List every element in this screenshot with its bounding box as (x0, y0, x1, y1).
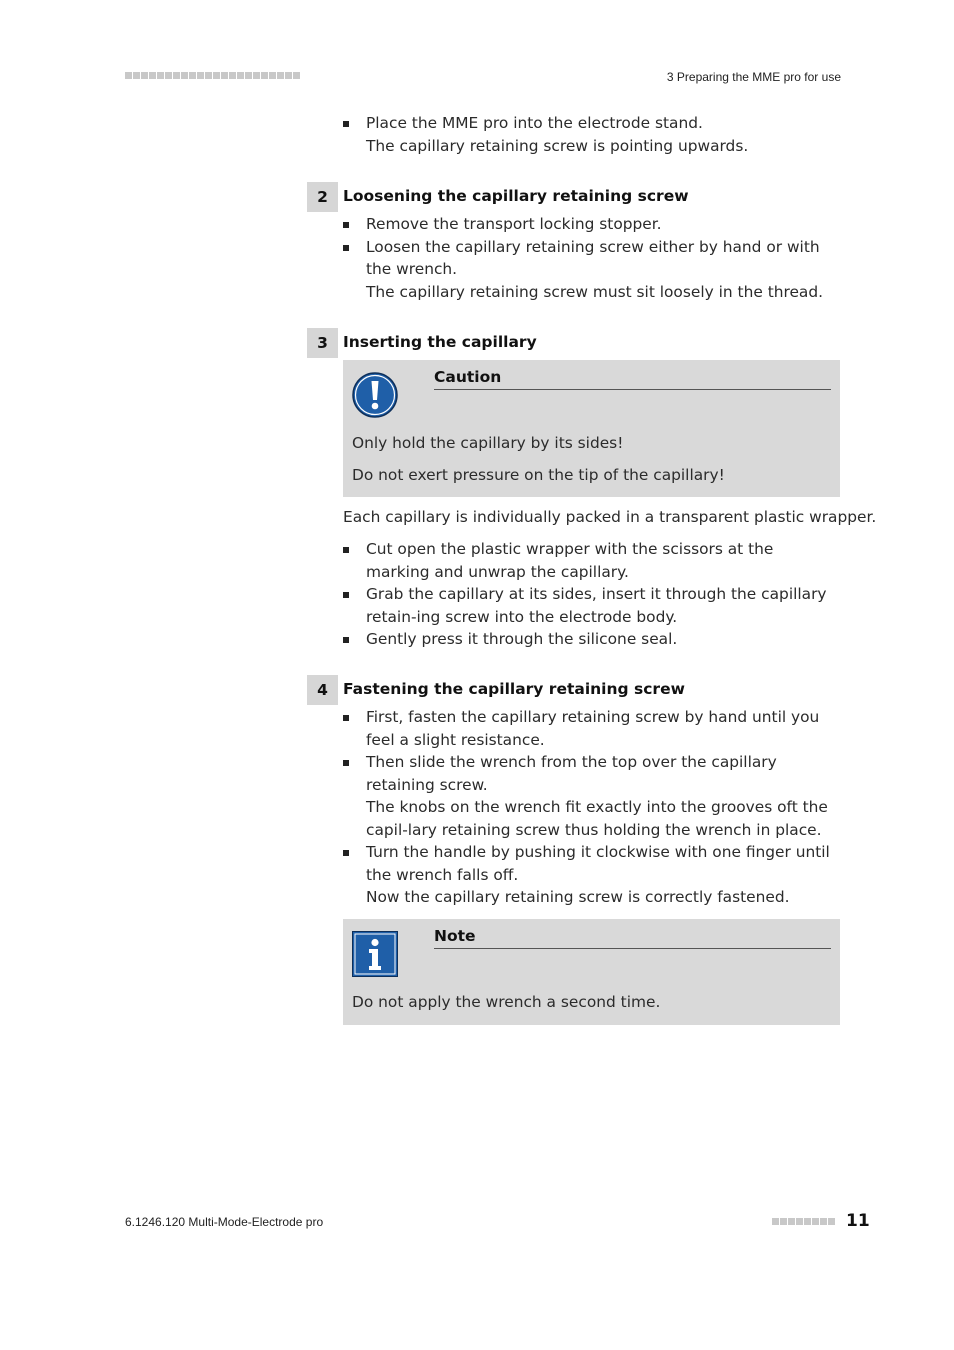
decor-square (261, 72, 268, 79)
decor-square (237, 72, 244, 79)
list-item (343, 538, 840, 583)
step-3-heading (307, 328, 840, 358)
decor-square (165, 72, 172, 79)
info-icon (352, 931, 398, 977)
decor-square (820, 1218, 827, 1225)
decor-square (221, 72, 228, 79)
note-line-1: Do not apply the wrench a second time. (352, 993, 661, 1011)
decor-square (269, 72, 276, 79)
list-item (343, 628, 840, 651)
caution-title: Caution (434, 368, 831, 390)
decor-square (788, 1218, 795, 1225)
decor-square (125, 72, 132, 79)
bullet-text: Place the MME pro into the electrode stand. (366, 114, 703, 132)
bullet-text: Loosen the capillary retaining screw either by hand or with the wrench. (366, 237, 820, 278)
decor-square (149, 72, 156, 79)
decor-square (205, 72, 212, 79)
decor-square (173, 72, 180, 79)
decor-square (796, 1218, 803, 1225)
step-number: 4 (307, 675, 338, 705)
bullet-continuation: The capillary retaining screw must sit loosely in the thread. (366, 282, 824, 301)
decor-square (229, 72, 236, 79)
list-item (343, 213, 840, 236)
step-2-heading (307, 182, 840, 212)
decor-square (245, 72, 252, 79)
list-item (343, 751, 840, 841)
step-title: Loosening the capillary retaining screw (343, 187, 689, 205)
caution-box (343, 360, 840, 497)
list-item (343, 236, 840, 304)
decor-square (285, 72, 292, 79)
list-item (343, 583, 840, 628)
decor-square (213, 72, 220, 79)
decor-square (197, 72, 204, 79)
bullet-text: Then slide the wrench from the top over the capillary retaining screw. (366, 753, 777, 794)
list-item (343, 112, 840, 157)
bullet-text: Remove the transport locking stopper. (366, 215, 662, 233)
caution-line-2: Do not exert pressure on the tip of the capillary! (352, 466, 725, 484)
bullet-text: Cut open the plastic wrapper with the scissors at the marking and unwrap the capillary. (366, 540, 774, 581)
bullet-continuation: The knobs on the wrench fit exactly into the grooves oft the capil-lary retaining screw thus holding the wrench in place. (366, 798, 828, 839)
step-4-heading (307, 675, 840, 705)
decor-square (189, 72, 196, 79)
bullet-text: First, fasten the capillary retaining screw by hand until you feel a slight resistance. (366, 708, 820, 749)
bullet-continuation: Now the capillary retaining screw is correctly fastened. (366, 888, 790, 906)
section-title: 3 Preparing the MME pro for use (666, 70, 841, 84)
decor-square (804, 1218, 811, 1225)
step-number: 3 (307, 328, 338, 358)
decor-square (181, 72, 188, 79)
exclamation-icon (352, 372, 398, 418)
document-title: 6.1246.120 Multi-Mode-Electrode pro (125, 1215, 324, 1229)
bullet-text: Turn the handle by pushing it clockwise with one finger until the wrench falls off. (366, 843, 830, 884)
intro-list (343, 112, 840, 157)
bullet-text: Gently press it through the silicone seal. (366, 630, 678, 648)
decor-square (253, 72, 260, 79)
step-title: Inserting the capillary (343, 333, 537, 351)
decor-square (828, 1218, 835, 1225)
list-item (343, 706, 840, 751)
header-decoration (125, 72, 300, 80)
page-number: 11 (846, 1211, 870, 1231)
bullet-text: Grab the capillary at its sides, insert it through the capillary retain-ing screw into the electrode body. (366, 585, 827, 626)
note-title: Note (434, 927, 831, 949)
step-4-list (343, 706, 840, 909)
step-2-list (343, 213, 840, 303)
decor-square (812, 1218, 819, 1225)
paragraph: Each capillary is individually packed in a transparent plastic wrapper. (343, 508, 877, 526)
footer-decoration (772, 1218, 835, 1225)
decor-square (157, 72, 164, 79)
step-number: 2 (307, 182, 338, 212)
decor-square (293, 72, 300, 79)
caution-line-1: Only hold the capillary by its sides! (352, 434, 624, 452)
decor-square (277, 72, 284, 79)
decor-square (141, 72, 148, 79)
bullet-continuation: The capillary retaining screw is pointing upwards. (366, 136, 749, 155)
step-3-list (343, 538, 840, 651)
decor-square (772, 1218, 779, 1225)
decor-square (780, 1218, 787, 1225)
step-title: Fastening the capillary retaining screw (343, 680, 685, 698)
note-box (343, 919, 840, 1025)
decor-square (133, 72, 140, 79)
list-item (343, 841, 840, 909)
